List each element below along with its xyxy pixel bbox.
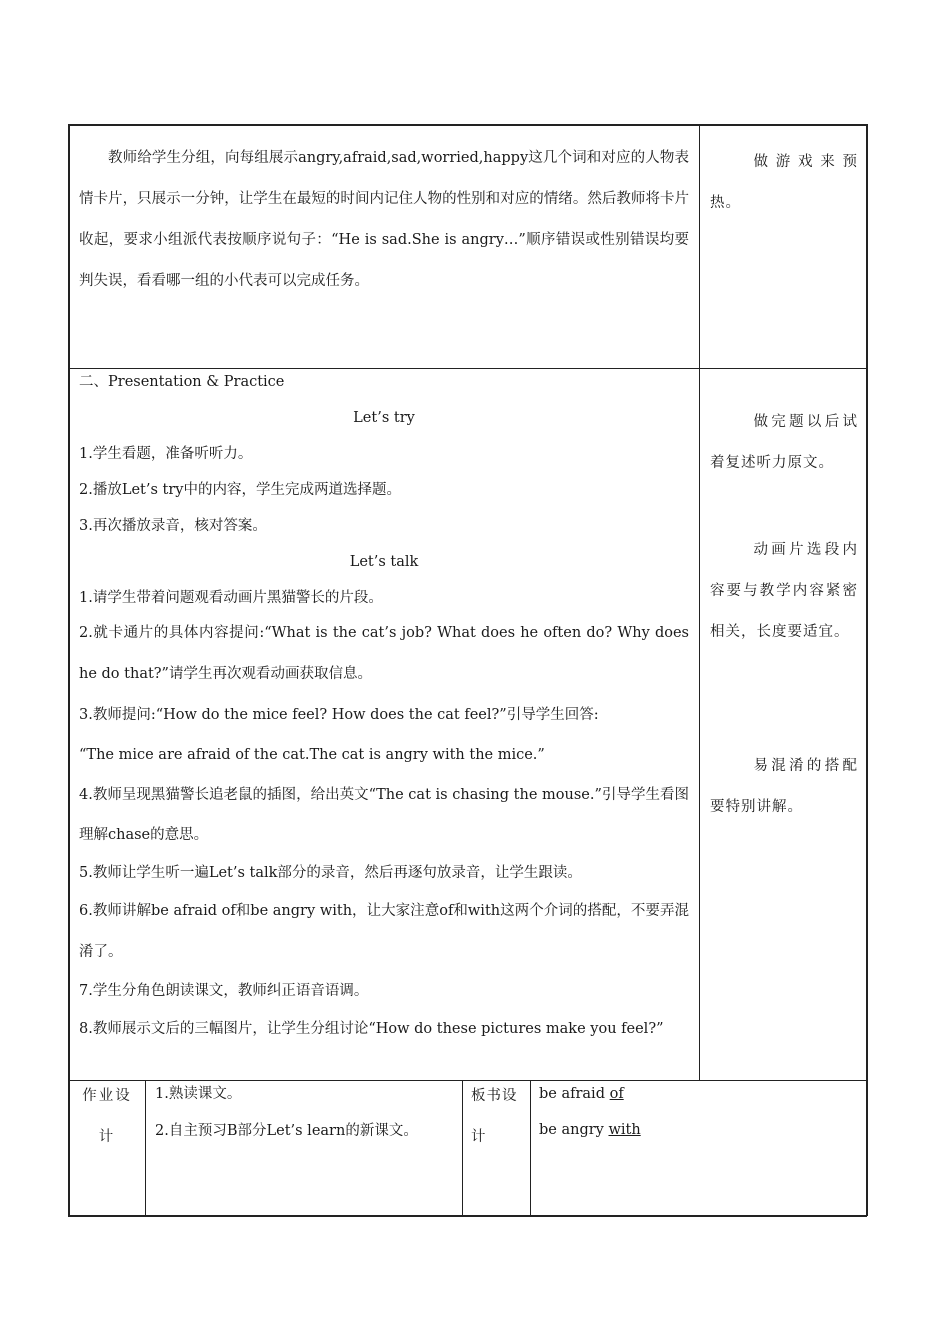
board-label: 板书设计 [471,1088,518,1145]
presentation-cell [69,364,699,1080]
talk-step-8: 8.教师展示文后的三幅图片，让学生分组讨论“How do these pictures make you feel?” [79,1021,664,1037]
warmup-note-cell [700,142,866,224]
note-collocation: 易混淆的搭配要特别讲解。 [710,758,858,815]
homework-label: 作业设计 [82,1088,132,1145]
talk-step-3b: “The mice are afraid of the cat.The cat is angry with the mice.” [79,747,545,763]
board-line-1-prefix: be afraid [539,1086,610,1102]
talk-step-7: 7.学生分角色朗读课文，教师纠正语音语调。 [79,983,369,999]
talk-step-5: 5.教师让学生听一遍Let’s talk部分的录音，然后再逐句放录音，让学生跟读。 [79,865,582,881]
note-listening: 做完题以后试着复述听力原文。 [710,414,858,471]
board-line-2-word: with [608,1122,641,1138]
warmup-paragraph: 教师给学生分组，向每组展示angry,afraid,sad,worried,happy这几个词和对应的人物表情卡片，只展示一分钟，让学生在最短的时间内记住人物的性别和对应的情绪。然后教师将卡片收起，要求小组派代表按顺序说句子：“He is sad.She is angry…”顺序错误或性别错误均要判失误，看看哪一组的小代表可以完成任务。 [79,150,689,289]
try-step-1: 1.学生看题，准备听听力。 [79,446,253,462]
board-label-cell [463,1076,530,1158]
homework-content-cell [146,1076,462,1150]
presentation-notes-cell [700,402,866,828]
try-step-3: 3.再次播放录音，核对答案。 [79,518,267,534]
homework-item-1: 1.熟读课文。 [155,1086,242,1102]
lets-try-title: Let’s try [353,410,415,426]
table-border-bottom [68,1215,867,1217]
table-border-top [68,124,867,126]
warmup-cell [69,138,699,368]
try-step-2: 2.播放Let’s try中的内容，学生完成两道选择题。 [79,482,401,498]
note-cartoon: 动画片选段内容要与教学内容紧密相关，长度要适宜。 [710,542,858,640]
board-content-cell [531,1076,866,1148]
talk-step-2: 2.就卡通片的具体内容提问:“What is the cat’s job? What does he often do? Why does he do that?”请学生再次观看动画获取信息。 [79,625,689,682]
board-line-2 [539,1112,858,1148]
lets-talk-title: Let’s talk [349,554,419,570]
talk-step-6: 6.教师讲解be afraid of和be angry with，让大家注意of和with这两个介词的搭配，不要弄混淆了。 [79,903,689,960]
section-heading: 二、Presentation & Practice [79,374,285,390]
talk-step-3a: 3.教师提问:“How do the mice feel? How does the cat feel?”引导学生回答: [79,707,599,723]
talk-step-1: 1.请学生带着问题观看动画片黑猫警长的片段。 [79,590,383,606]
board-line-2-prefix: be angry [539,1122,609,1138]
homework-item-2: 2.自主预习B部分Let’s learn的新课文。 [155,1123,418,1139]
table-border-right [866,124,868,1216]
talk-step-4: 4.教师呈现黑猫警长追老鼠的插图，给出英文“The cat is chasing the mouse.”引导学生看图理解chase的意思。 [79,787,689,843]
warmup-note: 做游戏来预热。 [710,154,858,211]
board-line-1-word: of [609,1086,624,1102]
board-line-1 [539,1076,858,1112]
homework-label-cell [69,1076,145,1158]
